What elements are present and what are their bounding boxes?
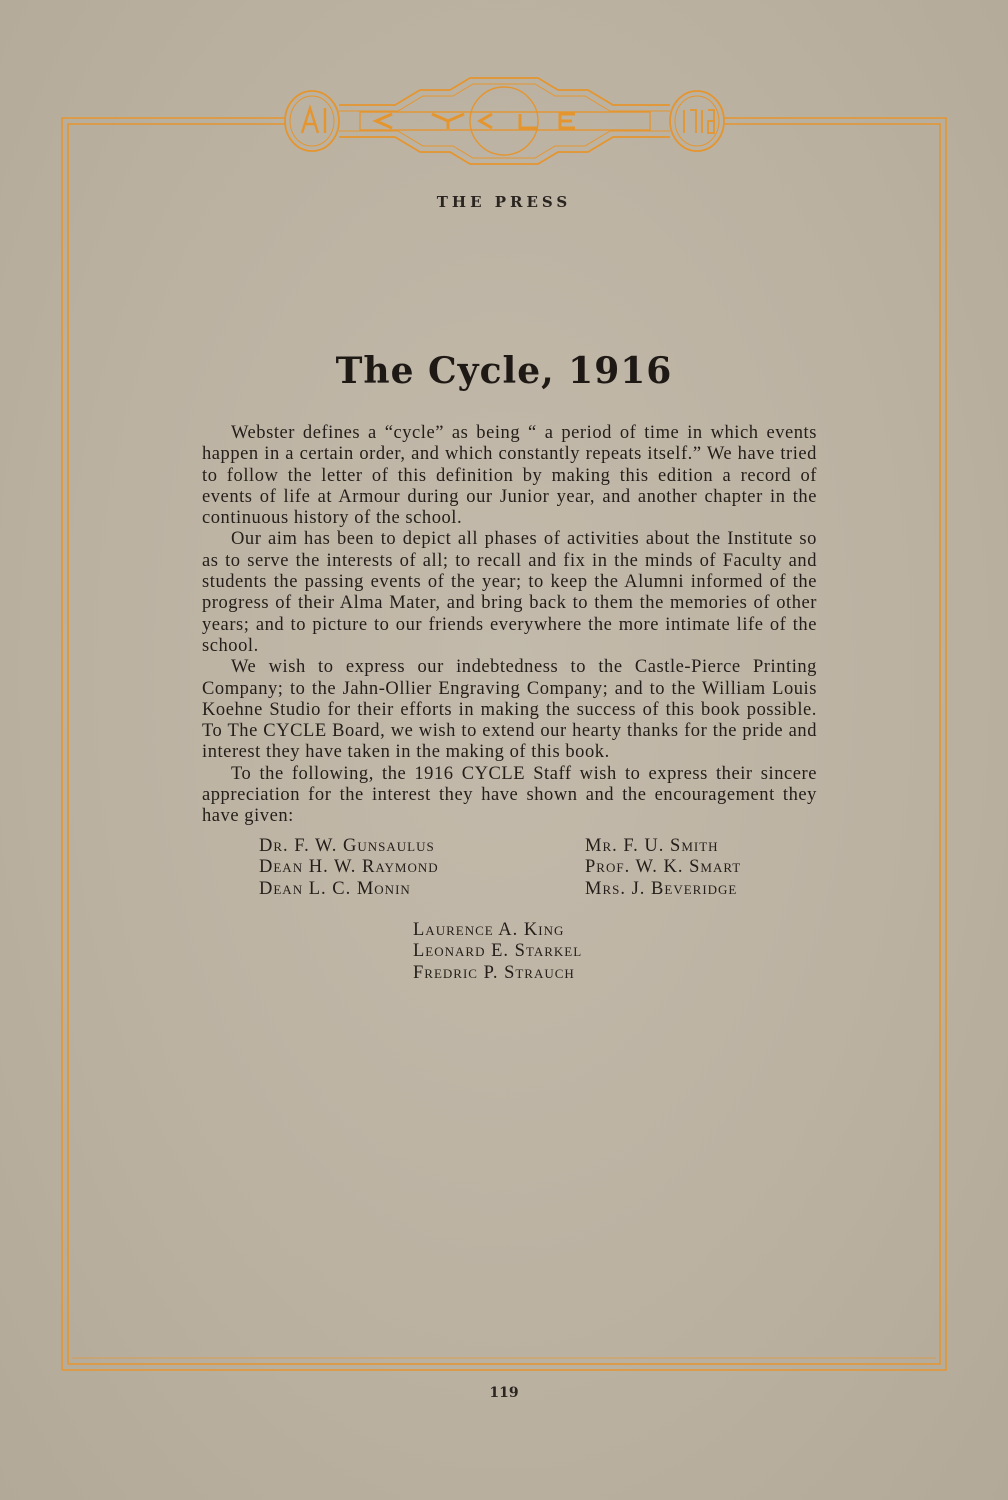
article-title: The Cycle, 1916 <box>335 350 673 392</box>
thanks-name: Mrs. J. Beveridge <box>585 878 738 899</box>
paragraph-indebtedness: We wish to express our indebtedness to the Castle-Pierce Printing Company; to the Jahn-Ollier Engraving Company; and to the William Louis Koehne Studio for their efforts in making the success of this book possible. To The CYCLE Board, we wish to extend our hearty thanks for the pride and interest they have taken in the making of this book. <box>202 657 817 763</box>
paragraph-aim: Our aim has been to depict all phases of activities about the Institute so as to serve the interests of all; to recall and fix in the minds of Faculty and students the passing events of the year; to keep the Alumni informed of the progress of their Alma Mater, and bring back to them the memories of other years; and to picture to our friends everywhere the more intimate life of the school. <box>202 529 817 656</box>
paragraph-appreciation: To the following, the 1916 CYCLE Staff wish to express their sincere appreciation for the interest they have shown and the encouragement they have given: <box>202 763 817 827</box>
thanks-list-left <box>259 836 439 900</box>
page-number: 119 <box>489 1385 519 1401</box>
section-label: THE PRESS <box>436 193 572 211</box>
staff-name: Laurence A. King <box>413 920 565 940</box>
thanks-name: Dean L. C. Monin <box>259 878 411 899</box>
thanks-name: Prof. W. K. Smart <box>585 857 742 878</box>
staff-name: Fredric P. Strauch <box>413 962 575 983</box>
thanks-name: Dean H. W. Raymond <box>259 857 439 878</box>
thanks-name: Dr. F. W. Gunsaulus <box>259 836 435 856</box>
thanks-name: Mr. F. U. Smith <box>585 836 719 856</box>
thanks-list-right <box>585 836 741 900</box>
staff-name: Leonard E. Starkel <box>413 941 583 962</box>
paragraph-definition: Webster defines a “cycle” as being “ a period of time in which events happen in a certain order, and which constantly repeats itself.” We have tried to follow the letter of this definition by making this edition a record of events of life at Armour during our Junior year, and another chapter in the continuous history of the school. <box>202 423 817 529</box>
cycle-logo <box>285 78 724 164</box>
staff-signatures <box>413 920 582 984</box>
article-body <box>202 423 817 828</box>
